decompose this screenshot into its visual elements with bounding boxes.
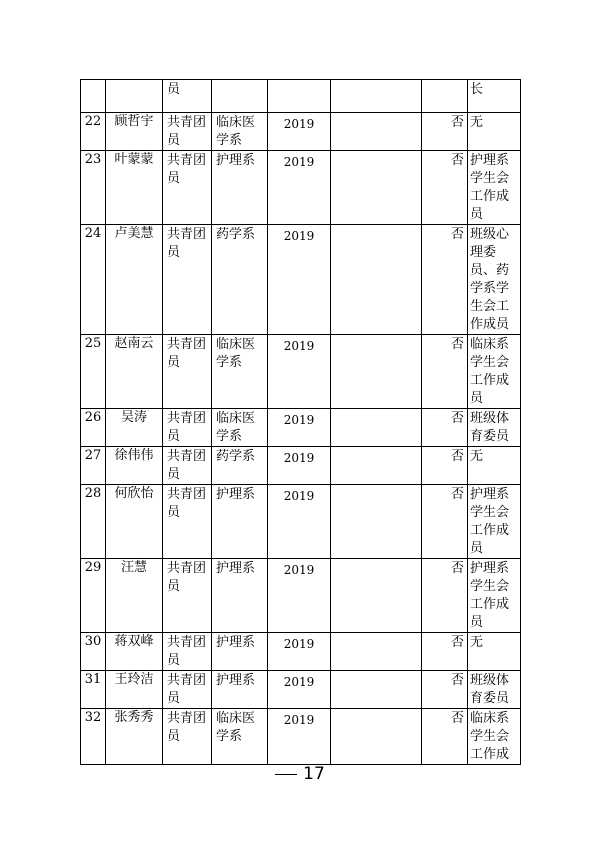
blank-cell — [331, 225, 422, 335]
table-row — [81, 113, 521, 151]
name-cell — [106, 335, 163, 409]
name-cell-text: 叶蒙蒙 — [114, 152, 154, 167]
political-status-cell — [163, 671, 212, 709]
department-cell — [212, 409, 268, 447]
table-row — [81, 225, 521, 335]
row-number-cell — [81, 151, 106, 225]
name-cell — [106, 447, 163, 485]
role-cell — [468, 80, 521, 113]
year-cell — [268, 409, 331, 447]
role-cell — [468, 335, 521, 409]
role-cell — [468, 709, 521, 765]
yes-no-cell — [422, 335, 468, 409]
yes-no-cell-text: 否 — [450, 711, 464, 726]
row-number-cell — [81, 447, 106, 485]
political-status-cell-text: 共青团员 — [167, 153, 207, 186]
name-cell-text: 吴涛 — [120, 410, 147, 425]
political-status-cell — [163, 335, 212, 409]
department-cell-text: 临床医学系 — [216, 711, 256, 744]
name-cell — [106, 671, 163, 709]
table-row — [81, 709, 521, 765]
yes-no-cell-text: 否 — [450, 411, 464, 426]
department-cell-text: 临床医学系 — [216, 115, 256, 148]
political-status-cell — [163, 409, 212, 447]
year-cell — [268, 335, 331, 409]
blank-cell — [331, 80, 422, 113]
department-cell — [212, 80, 268, 113]
row-number-cell — [81, 485, 106, 559]
political-status-cell-text: 员 — [167, 82, 181, 97]
year-cell — [268, 151, 331, 225]
year-cell-text: 2019 — [283, 563, 315, 577]
department-cell-text: 药学系 — [216, 449, 256, 464]
year-cell — [268, 633, 331, 671]
name-cell-text: 汪慧 — [120, 560, 147, 575]
row-number-cell-text: 32 — [84, 710, 102, 725]
role-cell — [468, 151, 521, 225]
department-cell — [212, 485, 268, 559]
row-number-cell-text: 24 — [84, 226, 102, 241]
year-cell-text: 2019 — [283, 117, 315, 131]
role-cell-text: 长 — [470, 82, 484, 97]
row-number-cell-text: 22 — [84, 114, 102, 129]
yes-no-cell-text: 否 — [450, 227, 464, 242]
blank-cell — [331, 335, 422, 409]
political-status-cell — [163, 80, 212, 113]
row-number-cell — [81, 671, 106, 709]
yes-no-cell-text: 否 — [450, 115, 464, 130]
role-cell-text: 无 — [470, 449, 484, 464]
yes-no-cell — [422, 113, 468, 151]
name-cell — [106, 559, 163, 633]
year-cell — [268, 485, 331, 559]
blank-cell — [331, 559, 422, 633]
blank-cell — [331, 671, 422, 709]
year-cell — [268, 80, 331, 113]
yes-no-cell-text: 否 — [450, 673, 464, 688]
row-number-cell — [81, 335, 106, 409]
row-number-cell-text: 30 — [84, 634, 102, 649]
year-cell-text: 2019 — [283, 339, 315, 353]
yes-no-cell-text: 否 — [450, 337, 464, 352]
political-status-cell — [163, 113, 212, 151]
name-cell-text: 徐伟伟 — [114, 448, 154, 463]
political-status-cell-text: 共青团员 — [167, 115, 207, 148]
roster-body — [81, 80, 521, 765]
yes-no-cell-text: 否 — [450, 561, 464, 576]
student-roster-table — [80, 79, 521, 765]
department-cell — [212, 335, 268, 409]
role-cell-text: 班级体育委员 — [470, 411, 510, 444]
year-cell-text: 2019 — [283, 637, 315, 651]
department-cell-text: 临床医学系 — [216, 411, 256, 444]
political-status-cell — [163, 225, 212, 335]
role-cell-text: 班级心理委员、药学系学生会工作成员 — [470, 227, 510, 332]
department-cell-text: 临床医学系 — [216, 337, 256, 370]
role-cell-text: 无 — [470, 635, 484, 650]
name-cell — [106, 225, 163, 335]
yes-no-cell-text: 否 — [450, 487, 464, 502]
blank-cell — [331, 709, 422, 765]
department-cell — [212, 671, 268, 709]
name-cell-text: 王玲洁 — [114, 672, 154, 687]
department-cell-text: 护理系 — [216, 561, 256, 576]
political-status-cell-text: 共青团员 — [167, 227, 207, 260]
row-number-cell — [81, 559, 106, 633]
blank-cell — [331, 113, 422, 151]
role-cell — [468, 113, 521, 151]
department-cell-text: 护理系 — [216, 635, 256, 650]
yes-no-cell — [422, 709, 468, 765]
year-cell-text: 2019 — [283, 413, 315, 427]
year-cell — [268, 671, 331, 709]
row-number-cell — [81, 80, 106, 113]
year-cell — [268, 113, 331, 151]
political-status-cell — [163, 709, 212, 765]
table-row — [81, 633, 521, 671]
department-cell — [212, 447, 268, 485]
row-number-cell-text: 29 — [84, 560, 102, 575]
year-cell-text: 2019 — [283, 675, 315, 689]
yes-no-cell — [422, 559, 468, 633]
political-status-cell-text: 共青团员 — [167, 337, 207, 370]
page-number: 17 — [303, 764, 325, 784]
name-cell — [106, 80, 163, 113]
name-cell — [106, 113, 163, 151]
table-row — [81, 671, 521, 709]
footer-dash — [275, 774, 297, 775]
name-cell-text: 卢美慧 — [114, 226, 154, 241]
department-cell — [212, 559, 268, 633]
row-number-cell-text: 25 — [84, 336, 102, 351]
role-cell — [468, 409, 521, 447]
name-cell-text: 顾哲宇 — [114, 114, 154, 129]
name-cell — [106, 151, 163, 225]
row-number-cell — [81, 709, 106, 765]
blank-cell — [331, 447, 422, 485]
row-number-cell-text: 27 — [84, 448, 102, 463]
yes-no-cell-text: 否 — [450, 449, 464, 464]
department-cell-text: 药学系 — [216, 227, 256, 242]
table-row — [81, 335, 521, 409]
political-status-cell — [163, 151, 212, 225]
name-cell-text: 张秀秀 — [114, 710, 154, 725]
role-cell-text: 临床系学生会工作成 — [470, 711, 510, 762]
name-cell — [106, 633, 163, 671]
political-status-cell-text: 共青团员 — [167, 449, 207, 482]
political-status-cell — [163, 633, 212, 671]
year-cell — [268, 559, 331, 633]
role-cell — [468, 485, 521, 559]
yes-no-cell — [422, 151, 468, 225]
role-cell-text: 护理系学生会工作成员 — [470, 561, 510, 630]
department-cell — [212, 151, 268, 225]
blank-cell — [331, 409, 422, 447]
department-cell — [212, 709, 268, 765]
row-number-cell — [81, 113, 106, 151]
yes-no-cell — [422, 409, 468, 447]
political-status-cell-text: 共青团员 — [167, 561, 207, 594]
political-status-cell-text: 共青团员 — [167, 711, 207, 744]
row-number-cell-text: 31 — [84, 672, 102, 687]
table-row — [81, 80, 521, 113]
table-row — [81, 151, 521, 225]
yes-no-cell — [422, 80, 468, 113]
political-status-cell-text: 共青团员 — [167, 635, 207, 668]
row-number-cell — [81, 633, 106, 671]
political-status-cell-text: 共青团员 — [167, 411, 207, 444]
year-cell-text: 2019 — [283, 155, 315, 169]
yes-no-cell — [422, 633, 468, 671]
department-cell-text: 护理系 — [216, 487, 256, 502]
department-cell-text: 护理系 — [216, 153, 256, 168]
name-cell-text: 赵南云 — [114, 336, 154, 351]
department-cell — [212, 113, 268, 151]
political-status-cell-text: 共青团员 — [167, 673, 207, 706]
role-cell-text: 班级体育委员 — [470, 673, 510, 706]
political-status-cell — [163, 559, 212, 633]
year-cell-text: 2019 — [283, 451, 315, 465]
table-row — [81, 409, 521, 447]
year-cell-text: 2019 — [283, 713, 315, 727]
role-cell — [468, 559, 521, 633]
name-cell-text: 蒋双峰 — [114, 634, 154, 649]
political-status-cell — [163, 485, 212, 559]
name-cell — [106, 409, 163, 447]
yes-no-cell-text: 否 — [450, 153, 464, 168]
yes-no-cell — [422, 447, 468, 485]
department-cell — [212, 633, 268, 671]
department-cell — [212, 225, 268, 335]
role-cell-text: 护理系学生会工作成员 — [470, 153, 510, 222]
role-cell — [468, 633, 521, 671]
yes-no-cell — [422, 485, 468, 559]
blank-cell — [331, 151, 422, 225]
year-cell — [268, 447, 331, 485]
department-cell-text: 护理系 — [216, 673, 256, 688]
year-cell — [268, 225, 331, 335]
table-row — [81, 559, 521, 633]
yes-no-cell — [422, 671, 468, 709]
name-cell-text: 何欣怡 — [114, 486, 154, 501]
row-number-cell-text: 23 — [84, 152, 102, 167]
year-cell-text: 2019 — [283, 229, 315, 243]
yes-no-cell — [422, 225, 468, 335]
role-cell — [468, 225, 521, 335]
blank-cell — [331, 485, 422, 559]
yes-no-cell-text: 否 — [450, 635, 464, 650]
role-cell-text: 临床系学生会工作成员 — [470, 337, 510, 406]
political-status-cell — [163, 447, 212, 485]
page-footer — [0, 764, 600, 784]
political-status-cell-text: 共青团员 — [167, 487, 207, 520]
year-cell — [268, 709, 331, 765]
role-cell-text: 无 — [470, 115, 484, 130]
name-cell — [106, 709, 163, 765]
table-row — [81, 485, 521, 559]
row-number-cell-text: 26 — [84, 410, 102, 425]
year-cell-text: 2019 — [283, 489, 315, 503]
row-number-cell — [81, 409, 106, 447]
blank-cell — [331, 633, 422, 671]
row-number-cell-text: 28 — [84, 486, 102, 501]
role-cell — [468, 447, 521, 485]
row-number-cell — [81, 225, 106, 335]
role-cell-text: 护理系学生会工作成员 — [470, 487, 510, 556]
name-cell — [106, 485, 163, 559]
role-cell — [468, 671, 521, 709]
table-row — [81, 447, 521, 485]
